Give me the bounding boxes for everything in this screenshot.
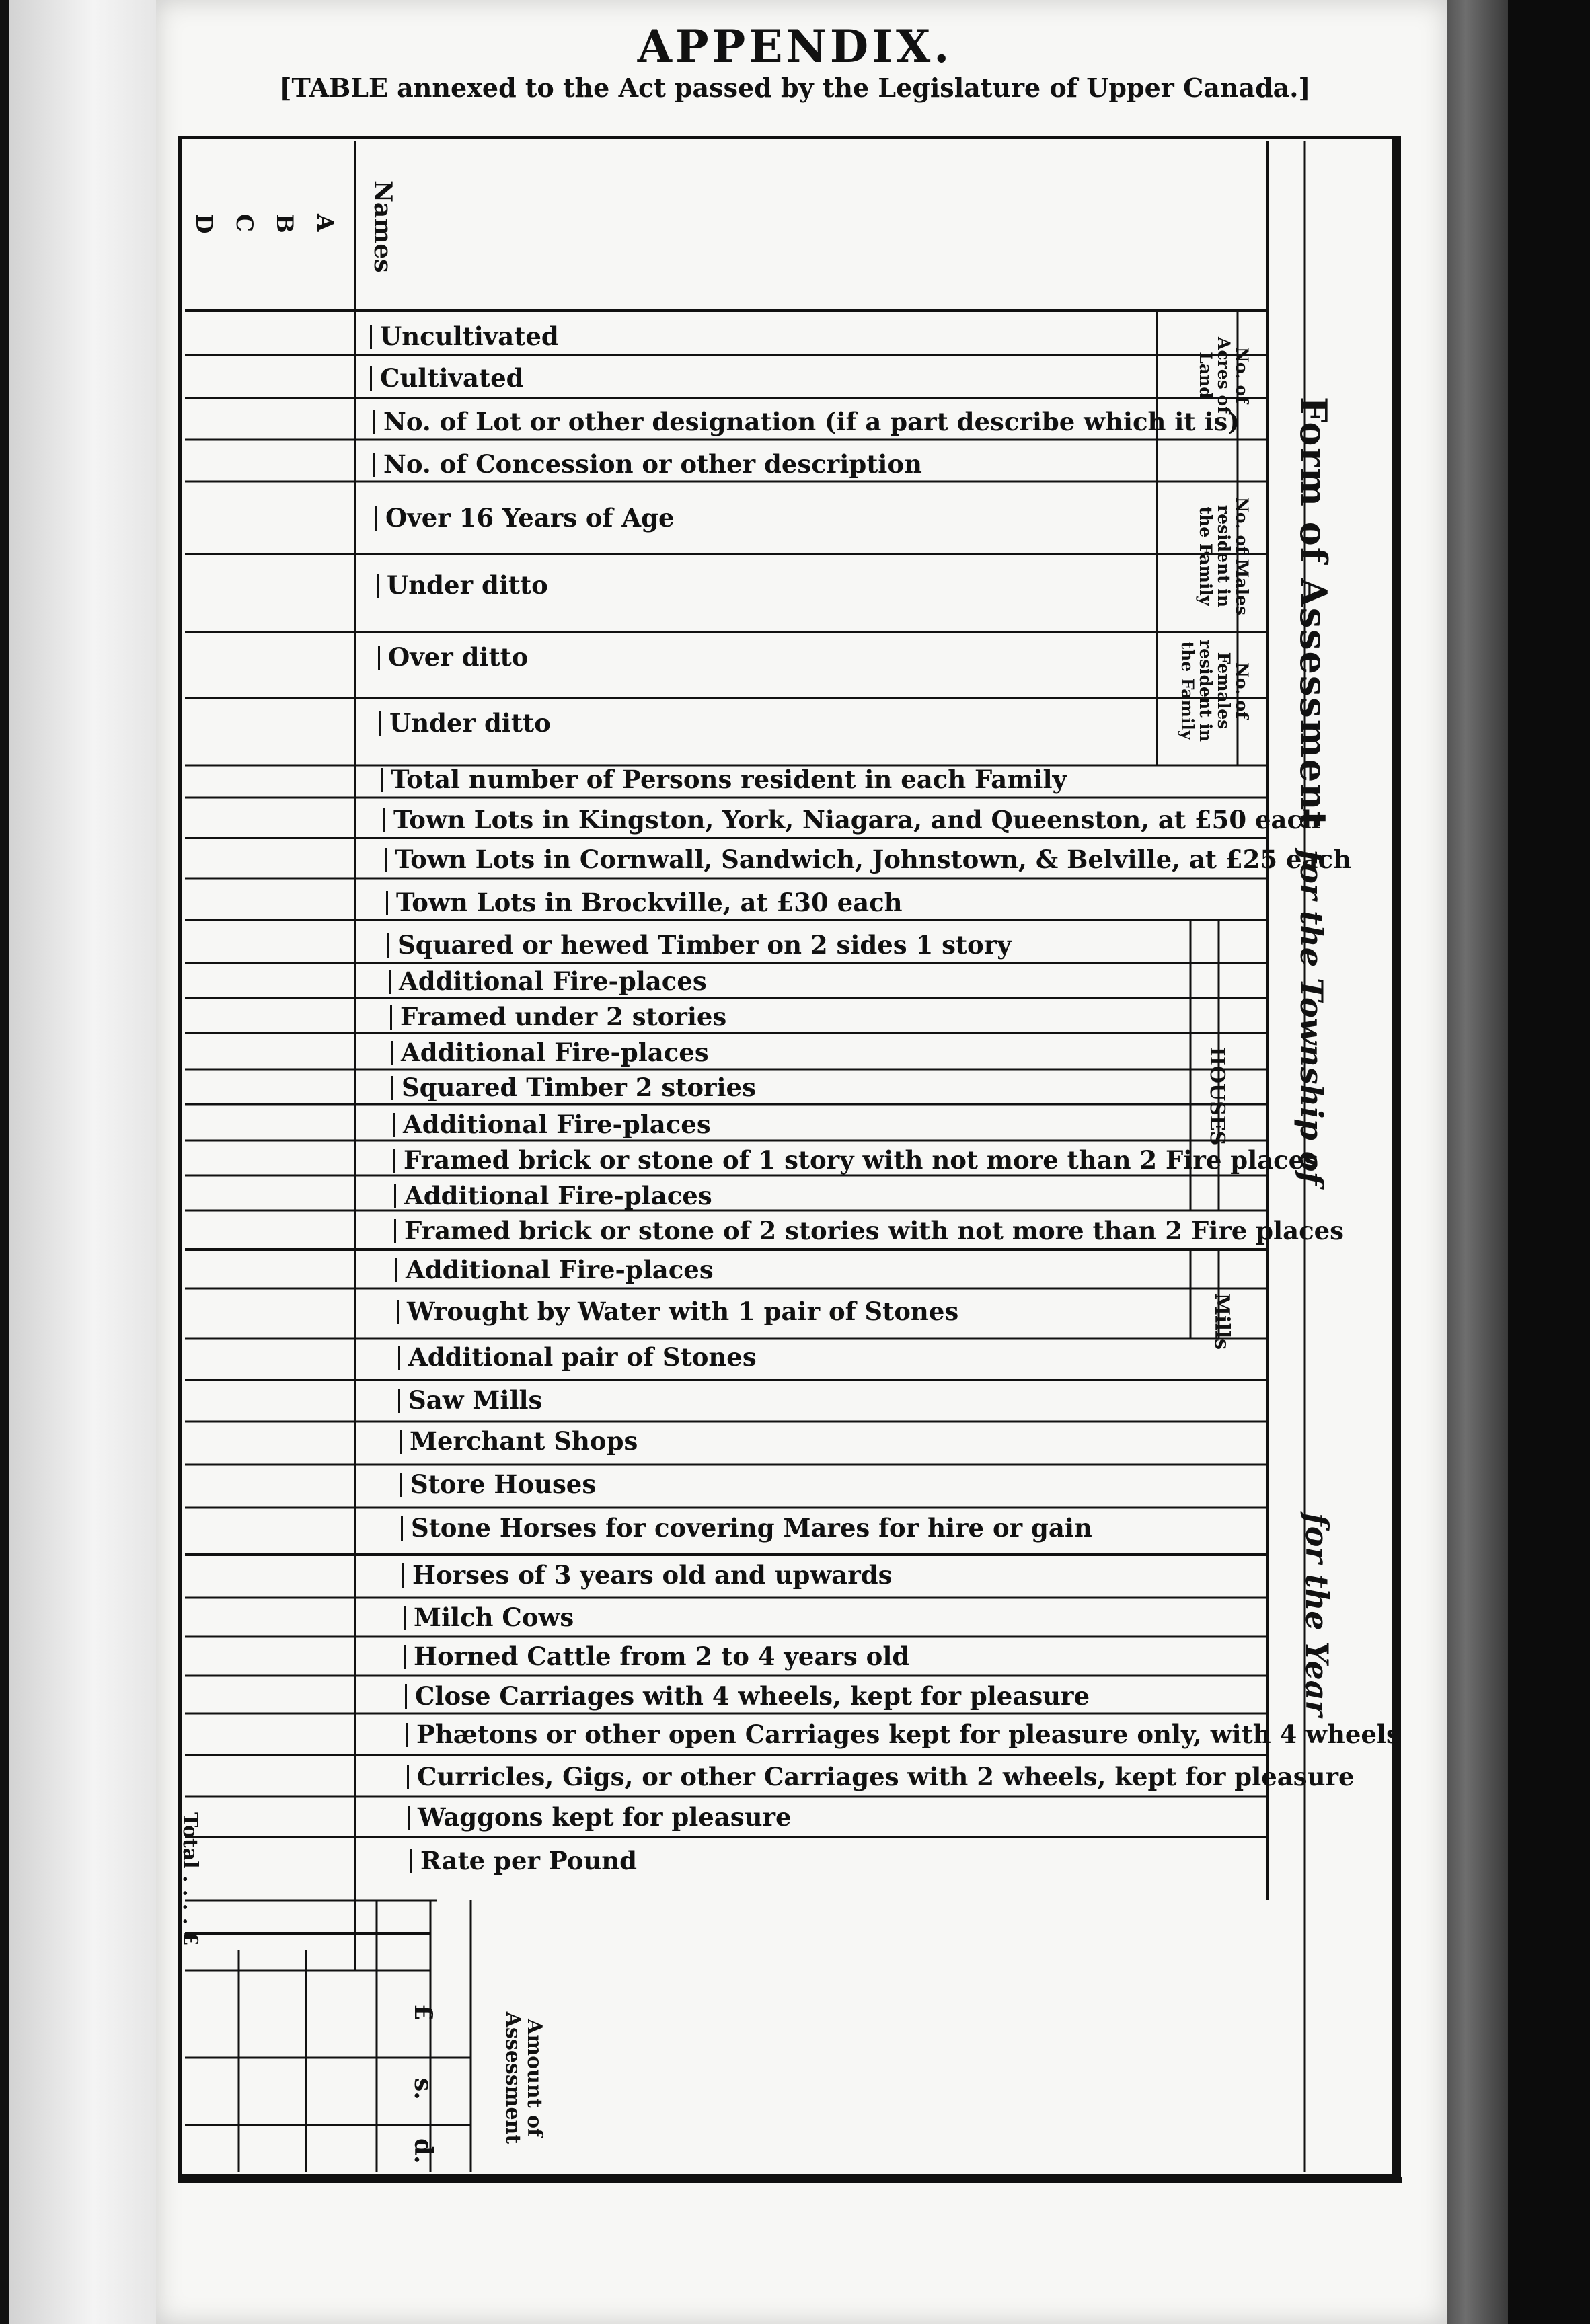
row-bar <box>389 970 391 994</box>
row-label-36 <box>410 1846 637 1875</box>
row-bar <box>395 1258 398 1282</box>
row-label-27 <box>400 1469 596 1499</box>
houses-group-label: HOUSES <box>1205 1046 1229 1146</box>
row-label-18 <box>393 1110 711 1139</box>
row-label-28 <box>401 1513 1092 1543</box>
row-text: Rate per Pound <box>420 1846 638 1875</box>
row-bar <box>370 325 372 349</box>
females-group-label: No. of Females resident in the Family <box>1178 639 1252 742</box>
row-label-15 <box>390 1002 726 1032</box>
row-text: Additional Fire-places <box>404 1181 712 1210</box>
row-label-10 <box>383 805 1320 835</box>
row-bar <box>373 410 375 434</box>
row-text: Horned Cattle from 2 to 4 years old <box>414 1641 910 1671</box>
males-group-label: No. of Males resident in the Family <box>1196 497 1252 615</box>
row-label-1 <box>370 321 559 351</box>
row-label-24 <box>398 1342 757 1372</box>
row-bar <box>381 768 383 792</box>
row-bar <box>373 453 375 477</box>
row-text: Framed under 2 stories <box>400 1002 727 1032</box>
row-bar <box>397 1300 399 1324</box>
row-label-23 <box>397 1296 958 1326</box>
row-label-20 <box>394 1181 712 1210</box>
row-text: Milch Cows <box>414 1602 574 1632</box>
row-text: Under ditto <box>387 570 548 600</box>
row-label-6 <box>377 570 548 600</box>
row-label-34 <box>407 1762 1355 1791</box>
row-bar <box>406 1723 408 1747</box>
row-text: Over 16 Years of Age <box>385 503 675 533</box>
row-text: Under ditto <box>389 708 551 738</box>
name-letter-d: D <box>190 214 217 234</box>
row-bar <box>398 1389 400 1413</box>
row-text: Squared Timber 2 stories <box>402 1073 756 1102</box>
pounds-column-header: £ <box>409 2004 437 2021</box>
row-label-35 <box>408 1802 792 1832</box>
row-bar <box>379 711 381 736</box>
row-text: Waggons kept for pleasure <box>418 1802 792 1832</box>
row-label-17 <box>391 1073 756 1102</box>
row-label-26 <box>400 1426 638 1456</box>
row-text: Phætons or other open Carriages kept for pleasure only, with 4 wheels <box>416 1719 1400 1749</box>
row-bar <box>378 646 380 670</box>
row-text: Horses of 3 years old and upwards <box>412 1560 893 1590</box>
row-bar <box>386 891 388 915</box>
row-label-5 <box>375 503 675 533</box>
row-bar <box>391 1076 393 1100</box>
page-title: APPENDIX. <box>637 20 953 73</box>
row-bar <box>400 1430 402 1454</box>
row-text: Town Lots in Kingston, York, Niagara, and Queenston, at £50 each <box>393 805 1320 835</box>
row-bar <box>385 848 387 872</box>
row-bar <box>404 1606 406 1630</box>
row-text: Wrought by Water with 1 pair of Stones <box>407 1296 959 1326</box>
names-header: Names <box>369 180 397 273</box>
row-text: Additional Fire-places <box>403 1110 711 1139</box>
row-label-16 <box>391 1038 709 1067</box>
row-bar <box>393 1149 395 1173</box>
name-letter-a: A <box>311 214 338 232</box>
row-bar <box>391 1041 393 1065</box>
row-label-14 <box>389 966 707 996</box>
row-text: Town Lots in Cornwall, Sandwich, Johnstown, & Belville, at £25 each <box>395 845 1351 874</box>
row-label-3 <box>373 407 1240 436</box>
row-bar <box>401 1516 403 1541</box>
row-bar <box>393 1113 395 1137</box>
total-label: Total . . . . £ <box>178 1812 202 1946</box>
form-title <box>1292 397 1335 1185</box>
row-label-22 <box>395 1255 714 1284</box>
row-bar <box>375 506 377 531</box>
row-bar <box>402 1563 404 1588</box>
row-text: No. of Concession or other description <box>383 449 922 479</box>
row-text: Framed brick or stone of 2 stories with not more than 2 Fire places <box>404 1216 1344 1245</box>
page-subtitle: [TABLE annexed to the Act passed by the Legislature of Upper Canada.] <box>279 73 1311 103</box>
row-label-21 <box>394 1216 1344 1245</box>
row-text: Total number of Persons resident in each Family <box>391 765 1067 794</box>
row-bar <box>394 1219 396 1243</box>
row-text: Framed brick or stone of 1 story with not more than 2 Fire places <box>404 1145 1319 1175</box>
row-bar <box>394 1184 396 1208</box>
name-letter-c: C <box>231 214 258 233</box>
form-title-suffix: for the Township of <box>1293 849 1330 1186</box>
row-label-33 <box>406 1719 1400 1749</box>
row-label-30 <box>404 1602 574 1632</box>
form-year-label: for the Year <box>1299 1513 1335 1717</box>
row-label-9 <box>381 765 1067 794</box>
row-text: Town Lots in Brockville, at £30 each <box>396 888 903 917</box>
row-label-12 <box>386 888 903 917</box>
row-text: Saw Mills <box>408 1385 543 1415</box>
row-label-4 <box>373 449 922 479</box>
row-bar <box>410 1849 412 1873</box>
row-text: Merchant Shops <box>410 1426 638 1456</box>
row-label-19 <box>393 1145 1318 1175</box>
form-title-prefix: Form of Assessment <box>1292 397 1335 830</box>
amount-header: Amount of Assessment <box>501 2011 546 2144</box>
row-text: Over ditto <box>388 642 529 672</box>
row-text: Stone Horses for covering Mares for hire or gain <box>411 1513 1092 1543</box>
acres-group-label: No. of Acres of Land <box>1196 337 1252 414</box>
row-bar <box>387 933 389 958</box>
row-text: Store Houses <box>410 1469 597 1499</box>
row-text: Uncultivated <box>380 321 559 351</box>
row-text: Curricles, Gigs, or other Carriages with 2 wheels, kept for pleasure <box>417 1762 1355 1791</box>
row-bar <box>390 1005 392 1030</box>
row-bar <box>404 1645 406 1669</box>
row-label-8 <box>379 708 551 738</box>
row-label-7 <box>378 642 528 672</box>
row-label-32 <box>405 1681 1090 1711</box>
row-text: Additional pair of Stones <box>408 1342 757 1372</box>
row-text: Cultivated <box>380 363 524 393</box>
row-bar <box>405 1684 407 1709</box>
row-label-2 <box>370 363 524 393</box>
row-bar <box>383 808 385 832</box>
row-text: Additional Fire-places <box>401 1038 709 1067</box>
row-bar <box>398 1346 400 1370</box>
row-bar <box>400 1473 402 1497</box>
row-text: Squared or hewed Timber on 2 sides 1 story <box>398 930 1012 960</box>
row-label-11 <box>385 845 1351 874</box>
row-bar <box>408 1806 410 1830</box>
pence-column-header: d. <box>409 2138 437 2164</box>
row-bar <box>407 1765 409 1789</box>
row-text: Additional Fire-places <box>399 966 707 996</box>
row-text: Additional Fire-places <box>406 1255 714 1284</box>
shillings-column-header: s. <box>409 2078 437 2100</box>
row-text: No. of Lot or other designation (if a part describe which it is) <box>383 407 1240 436</box>
row-label-13 <box>387 930 1012 960</box>
name-letter-b: B <box>271 214 298 233</box>
mills-group-label: Mills <box>1210 1292 1234 1350</box>
row-label-31 <box>404 1641 909 1671</box>
row-label-29 <box>402 1560 892 1590</box>
row-label-25 <box>398 1385 542 1415</box>
row-text: Close Carriages with 4 wheels, kept for pleasure <box>415 1681 1090 1711</box>
row-bar <box>370 366 372 391</box>
row-bar <box>377 574 379 598</box>
